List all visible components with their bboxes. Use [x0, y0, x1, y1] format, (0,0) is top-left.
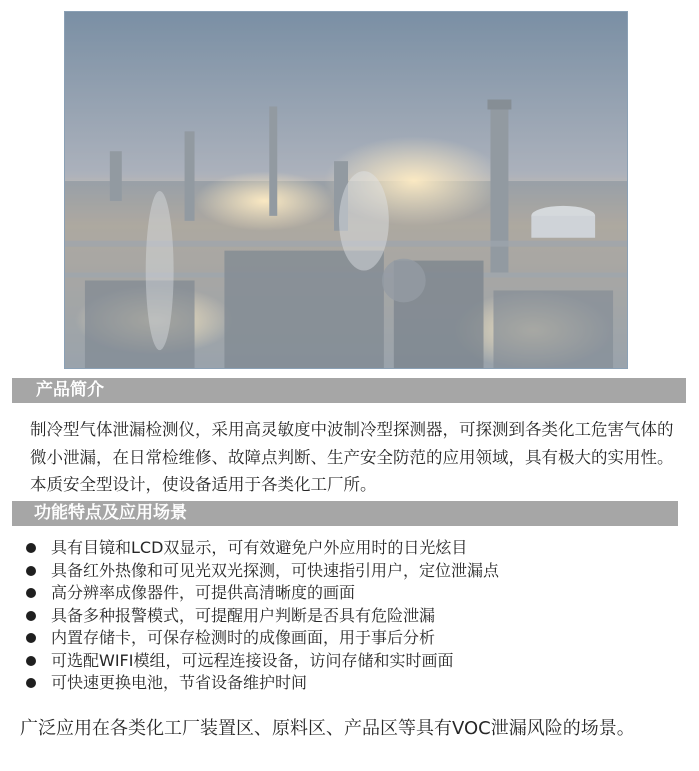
feature-text: 具备红外热像和可见光双光探测，可快速指引用户，定位泄漏点	[51, 560, 500, 580]
feature-list	[24, 537, 499, 695]
feature-item	[24, 582, 499, 605]
bullet-icon	[26, 656, 36, 666]
application-paragraph: 广泛应用在各类化工厂装置区、原料区、产品区等具有VOC泄漏风险的场景。	[20, 718, 635, 739]
feature-text: 具备多种报警模式，可提醒用户判断是否具有危险泄漏	[51, 605, 436, 625]
feature-item	[24, 650, 499, 673]
feature-item	[24, 605, 499, 628]
feature-item	[24, 672, 499, 695]
feature-text: 内置存储卡，可保存检测时的成像画面，用于事后分析	[51, 628, 436, 647]
section-header-intro	[12, 378, 686, 403]
feature-text: 可快速更换电池，节省设备维护时间	[51, 673, 308, 692]
section-header-features	[12, 501, 678, 526]
feature-text: 具有目镜和LCD双显示，可有效避免户外应用时的日光炫目	[51, 538, 468, 557]
intro-paragraph: 制冷型气体泄漏检测仪，采用高灵敏度中波制冷型探测器，可探测到各类化工危害气体的微小泄漏，在日常检维修、故障点判断、生产安全防范的应用领域，具有极大的实用性。本质安全型设计，使设备适用于各类化工厂所。	[30, 420, 674, 494]
feature-item	[24, 560, 499, 583]
bullet-icon	[26, 543, 36, 553]
bullet-icon	[26, 566, 36, 576]
bullet-icon	[26, 611, 36, 621]
feature-text: 可选配WIFI模组，可远程连接设备，访问存储和实时画面	[51, 650, 454, 670]
section-title-features: 功能特点及应用场景	[34, 503, 187, 523]
refinery-photo	[64, 11, 628, 369]
feature-item	[24, 627, 499, 650]
bullet-icon	[26, 633, 36, 643]
feature-item	[24, 537, 499, 560]
bullet-icon	[26, 678, 36, 688]
feature-text: 高分辨率成像器件，可提供高清晰度的画面	[51, 583, 356, 602]
section-title-intro: 产品简介	[36, 380, 104, 400]
bullet-icon	[26, 588, 36, 598]
